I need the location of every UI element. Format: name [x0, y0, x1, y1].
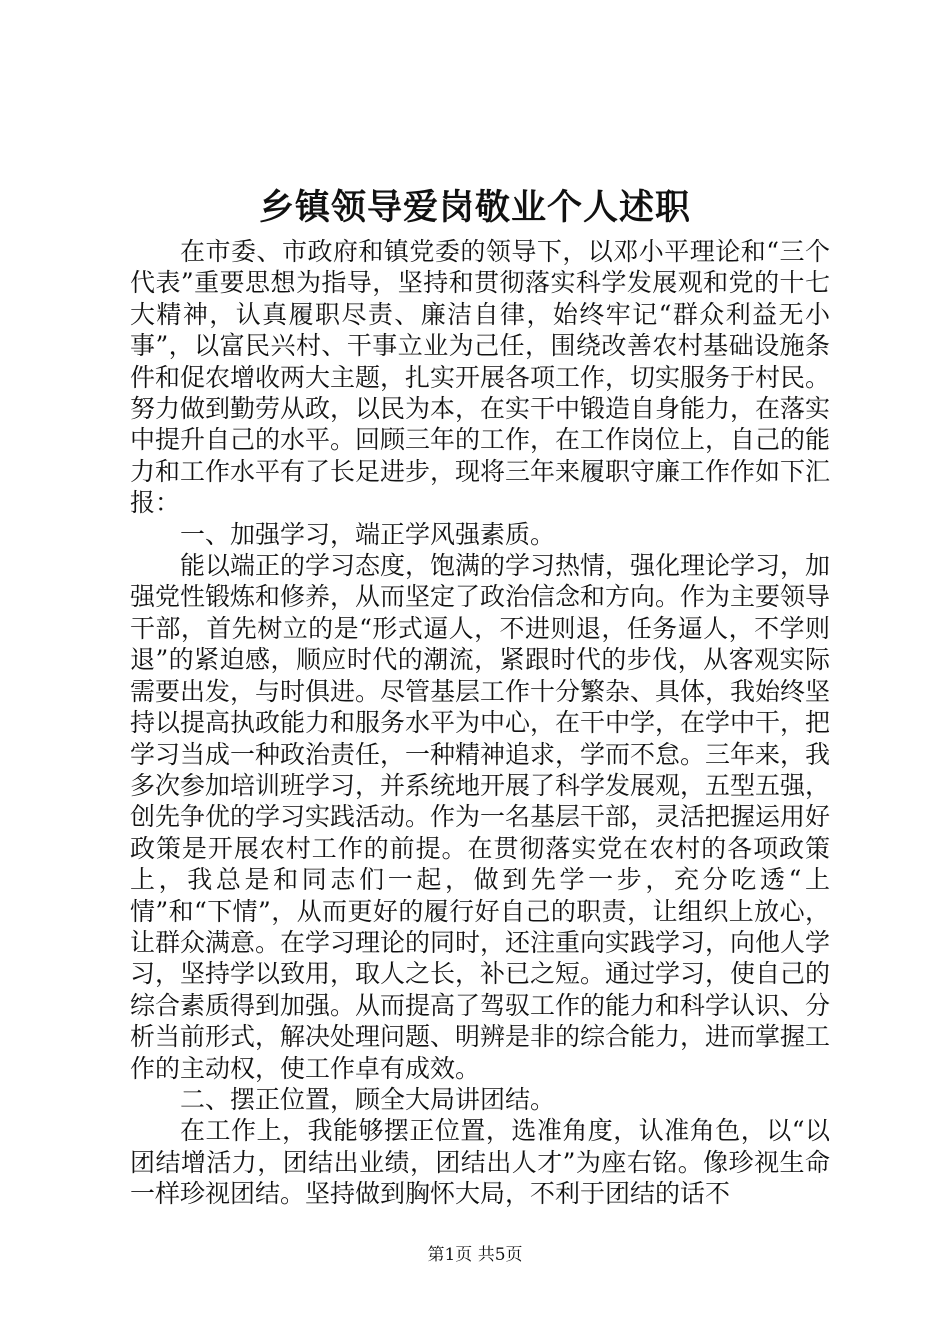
section-heading-1: 一、加强学习，端正学风强素质。 — [180, 519, 556, 549]
paragraph-section-1: 能以端正的学习态度，饱满的学习热情，强化理论学习，加强党性锻炼和修养，从而坚定了政治信念和方向。作为主要领导干部，首先树立的是“形式逼人，不进则退，任务逼人，不学则退”的紧迫感，顺应时代的潮流，紧跟时代的步伐，从客观实际需要出发，与时俱进。尽管基层工作十分繁杂、具体，我始终坚持以提高执政能力和服务水平为中心，在干中学，在学中干，把学习当成一种政治责任，一种精神追求，学而不怠。三年来，我多次参加培训班学习，并系统地开展了科学发展观，五型五强，创先争优的学习实践活动。作为一名基层干部，灵活把握运用好政策是开展农村工作的前提。在贯彻落实党在农村的各项政策上，我总是和同志们一起，做到先学一步，充分吃透“上情”和“下情”，从而更好的履行好自己的职责，让组织上放心，让群众满意。在学习理论的同时，还注重向实践学习，向他人学习，坚持学以致用，取人之长，补已之短。通过学习，使自己的综合素质得到加强。从而提高了驾驭工作的能力和科学认识、分析当前形式，解决处理问题、明辨是非的综合能力，进而掌握工作的主动权，使工作卓有成效。 — [130, 551, 831, 1083]
document-body — [130, 236, 830, 1210]
page-number-footer: 第1页 共5页 — [427, 1245, 523, 1265]
paragraph-intro: 在市委、市政府和镇党委的领导下，以邓小平理论和“三个代表”重要思想为指导，坚持和贯彻落实科学发展观和党的十七大精神，认真履职尽责、廉洁自律，始终牢记“群众利益无小事”，以富民兴村、干事立业为己任，围绕改善农村基础设施条件和促农增收两大主题，扎实开展各项工作，切实服务于村民。努力做到勤劳从政，以民为本，在实干中锻造自身能力，在落实中提升自己的水平。回顾三年的工作，在工作岗位上，自己的能力和工作水平有了长足进步，现将三年来履职守廉工作作如下汇报： — [130, 237, 831, 518]
section-heading-2: 二、摆正位置，顾全大局讲团结。 — [180, 1084, 556, 1114]
paragraph-section-2: 在工作上，我能够摆正位置，选准角度，认准角色，以“以团结增活力，团结出业绩，团结出人才”为座右铭。像珍视生命一样珍视团结。坚持做到胸怀大局，不利于团结的话不 — [130, 1116, 830, 1209]
document-title: 乡镇领导爱岗敬业个人述职 — [258, 187, 691, 228]
